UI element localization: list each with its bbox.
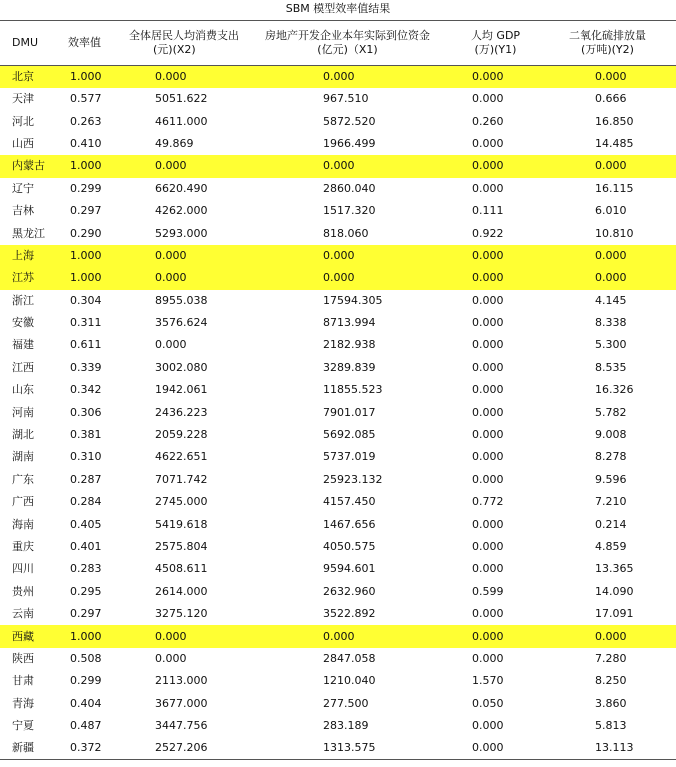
cell-x2: 3002.080 [155, 360, 208, 374]
cell-y2: 0.000 [539, 625, 676, 647]
cell-x2: 2059.228 [155, 428, 208, 442]
cell-y2: 0.000 [539, 155, 676, 177]
cell-efficiency: 0.306 [70, 405, 102, 419]
cell-y2: 4.859 [595, 540, 627, 553]
cell-y1: 1.570 [472, 674, 504, 688]
cell-efficiency: 0.611 [70, 338, 102, 352]
cell-x1: 967.510 [323, 92, 369, 106]
cell-efficiency: 0.410 [70, 136, 102, 150]
cell-y1: 0.000 [472, 360, 504, 374]
cell-x1: 9594.601 [323, 562, 376, 576]
cell-y1: 0.000 [472, 428, 504, 442]
cell-dmu: 安徽 [12, 316, 34, 330]
cell-efficiency: 0.299 [70, 181, 102, 195]
cell-efficiency: 0.404 [70, 696, 102, 710]
cell-x2: 2575.804 [155, 540, 208, 553]
cell-dmu: 山东 [12, 383, 34, 397]
cell-y1: 0.000 [472, 562, 504, 576]
table-row [0, 469, 676, 491]
table-row [0, 558, 676, 580]
cell-y2: 16.326 [595, 383, 634, 397]
cell-efficiency: 1.000 [64, 155, 125, 177]
cell-x1: 0.000 [243, 155, 452, 177]
cell-efficiency: 1.000 [64, 66, 125, 89]
cell-y2: 8.338 [595, 316, 627, 330]
header-x1 [243, 21, 452, 66]
cell-x1: 3522.892 [323, 607, 376, 621]
cell-y1: 0.000 [472, 316, 504, 330]
table-row [0, 133, 676, 155]
cell-x1: 1966.499 [323, 136, 376, 150]
table-row [0, 178, 676, 200]
cell-y1: 0.000 [472, 540, 504, 553]
cell-y1: 0.000 [452, 245, 539, 267]
cell-efficiency: 0.311 [70, 316, 102, 330]
cell-x2: 4508.611 [155, 562, 208, 576]
cell-x1: 17594.305 [323, 293, 383, 307]
cell-x1: 7901.017 [323, 405, 376, 419]
cell-y1: 0.000 [472, 472, 504, 486]
cell-x2: 2527.206 [125, 737, 243, 760]
cell-y1: 0.000 [452, 625, 539, 647]
table-row [0, 513, 676, 535]
cell-x2: 0.000 [155, 651, 187, 665]
cell-x2: 5293.000 [155, 226, 208, 240]
cell-efficiency: 0.297 [70, 204, 102, 218]
cell-x1: 1517.320 [323, 204, 376, 218]
cell-dmu: 北京 [0, 66, 64, 89]
cell-y2: 0.666 [595, 92, 627, 106]
cell-y2: 16.115 [595, 181, 634, 195]
cell-y2: 13.113 [539, 737, 676, 760]
cell-y2: 8.250 [595, 674, 627, 688]
table-row [0, 715, 676, 737]
cell-x1: 277.500 [323, 696, 369, 710]
cell-dmu: 辽宁 [12, 181, 34, 195]
cell-x1: 1313.575 [243, 737, 452, 760]
table-row [0, 200, 676, 222]
cell-dmu: 广西 [12, 495, 34, 509]
cell-x2: 3576.624 [155, 316, 208, 330]
cell-dmu: 湖南 [12, 450, 34, 464]
cell-x2: 3677.000 [155, 696, 208, 710]
table-row [0, 648, 676, 670]
cell-x1: 4050.575 [323, 540, 376, 553]
cell-x2: 5051.622 [155, 92, 208, 106]
cell-dmu: 海南 [12, 517, 34, 531]
header-y2 [539, 21, 676, 66]
cell-y2: 14.090 [595, 584, 634, 598]
cell-dmu: 山西 [12, 136, 34, 150]
header-x1-line1: 房地产开发企业本年实际到位资金 [265, 29, 430, 42]
cell-x2: 4622.651 [155, 450, 208, 464]
cell-y2: 5.300 [595, 338, 627, 352]
cell-y2: 0.000 [539, 245, 676, 267]
cell-x1: 818.060 [323, 226, 369, 240]
cell-y2: 7.210 [595, 495, 627, 509]
table-row [0, 334, 676, 356]
cell-x1: 1467.656 [323, 517, 376, 531]
table-row [0, 625, 676, 647]
cell-y1: 0.000 [472, 181, 504, 195]
table-row [0, 245, 676, 267]
cell-y2: 9.008 [595, 428, 627, 442]
cell-y1: 0.000 [472, 517, 504, 531]
table-row [0, 88, 676, 110]
table-row [0, 379, 676, 401]
cell-x2: 0.000 [125, 245, 243, 267]
cell-x2: 7071.742 [155, 472, 208, 486]
cell-x2: 0.000 [125, 66, 243, 89]
cell-efficiency: 0.310 [70, 450, 102, 464]
cell-x1: 2860.040 [323, 181, 376, 195]
cell-efficiency: 0.577 [70, 92, 102, 106]
cell-y2: 7.280 [595, 651, 627, 665]
cell-y2: 10.810 [595, 226, 634, 240]
cell-efficiency: 0.284 [70, 495, 102, 509]
table-row [0, 603, 676, 625]
header-y2-line2: (万吨)(Y2) [581, 43, 634, 56]
cell-dmu: 湖北 [12, 428, 34, 442]
cell-efficiency: 0.295 [70, 584, 102, 598]
cell-y1: 0.111 [472, 204, 504, 218]
cell-efficiency: 0.339 [70, 360, 102, 374]
cell-x2: 49.869 [155, 136, 194, 150]
cell-y1: 0.050 [472, 696, 504, 710]
cell-y2: 14.485 [595, 136, 634, 150]
header-row [0, 21, 676, 66]
cell-x2: 3275.120 [155, 607, 208, 621]
cell-dmu: 上海 [0, 245, 64, 267]
cell-y1: 0.000 [452, 66, 539, 89]
header-efficiency: 效率值 [64, 21, 125, 66]
cell-x1: 0.000 [243, 267, 452, 289]
cell-x1: 2182.938 [323, 338, 376, 352]
table-row [0, 357, 676, 379]
cell-y1: 0.000 [472, 405, 504, 419]
cell-y2: 9.596 [595, 472, 627, 486]
cell-y2: 6.010 [595, 204, 627, 218]
cell-x1: 5872.520 [323, 114, 376, 128]
cell-x1: 3289.839 [323, 360, 376, 374]
cell-dmu: 贵州 [12, 584, 34, 598]
cell-efficiency: 0.381 [70, 428, 102, 442]
cell-efficiency: 0.263 [70, 114, 102, 128]
cell-dmu: 黑龙江 [12, 226, 45, 240]
header-y1 [452, 21, 539, 66]
cell-y1: 0.000 [472, 293, 504, 307]
cell-y2: 0.214 [595, 517, 627, 531]
header-x1-line2: (亿元)（X1) [317, 43, 378, 56]
cell-y1: 0.000 [452, 155, 539, 177]
cell-x1: 5737.019 [323, 450, 376, 464]
cell-x1: 25923.132 [323, 472, 383, 486]
cell-x2: 5419.618 [155, 517, 208, 531]
table-row [0, 222, 676, 244]
cell-y2: 0.000 [539, 267, 676, 289]
cell-x2: 2614.000 [155, 584, 208, 598]
header-y1-line2: (万)(Y1) [474, 43, 517, 56]
cell-dmu: 吉林 [12, 204, 34, 218]
cell-y2: 5.813 [595, 719, 627, 733]
table-header [0, 21, 676, 66]
cell-efficiency: 0.508 [70, 651, 102, 665]
cell-dmu: 河南 [12, 405, 34, 419]
cell-dmu: 福建 [12, 338, 34, 352]
cell-y2: 16.850 [595, 114, 634, 128]
cell-dmu: 江苏 [0, 267, 64, 289]
cell-x2: 0.000 [125, 267, 243, 289]
table-row [0, 491, 676, 513]
cell-x2: 3447.756 [155, 719, 208, 733]
cell-y2: 8.278 [595, 450, 627, 464]
cell-efficiency: 0.401 [70, 540, 102, 553]
cell-y1: 0.000 [472, 92, 504, 106]
cell-x2: 2745.000 [155, 495, 208, 509]
cell-x1: 1210.040 [323, 674, 376, 688]
cell-y1: 0.000 [452, 737, 539, 760]
cell-efficiency: 0.299 [70, 674, 102, 688]
cell-x1: 0.000 [243, 245, 452, 267]
table-title: SBM 模型效率值结果 [285, 2, 391, 15]
header-x2 [125, 21, 243, 66]
cell-dmu: 青海 [12, 696, 34, 710]
cell-dmu: 天津 [12, 92, 34, 106]
cell-x2: 0.000 [125, 625, 243, 647]
cell-x1: 8713.994 [323, 316, 376, 330]
cell-x1: 4157.450 [323, 495, 376, 509]
table-row [0, 446, 676, 468]
table-row [0, 110, 676, 132]
cell-y1: 0.000 [472, 719, 504, 733]
cell-dmu: 新疆 [0, 737, 64, 760]
cell-efficiency: 0.487 [70, 719, 102, 733]
cell-dmu: 内蒙古 [0, 155, 64, 177]
table-row [0, 693, 676, 715]
cell-efficiency: 0.290 [70, 226, 102, 240]
cell-efficiency: 1.000 [64, 245, 125, 267]
cell-x2: 4611.000 [155, 114, 208, 128]
cell-x2: 2436.223 [155, 405, 208, 419]
table-row [0, 290, 676, 312]
table-row [0, 312, 676, 334]
cell-y2: 0.000 [539, 66, 676, 89]
cell-dmu: 广东 [12, 472, 34, 486]
cell-y1: 0.260 [472, 114, 504, 128]
cell-y1: 0.772 [472, 495, 504, 509]
header-dmu: DMU [0, 21, 64, 66]
cell-y2: 5.782 [595, 405, 627, 419]
table-row [0, 66, 676, 89]
cell-efficiency: 0.405 [70, 517, 102, 531]
table-row [0, 155, 676, 177]
cell-x2: 2113.000 [155, 674, 208, 688]
cell-x2: 8955.038 [155, 293, 208, 307]
cell-dmu: 甘肃 [12, 674, 34, 688]
table-row [0, 267, 676, 289]
cell-dmu: 西藏 [0, 625, 64, 647]
cell-x1: 0.000 [243, 625, 452, 647]
cell-y1: 0.000 [472, 338, 504, 352]
cell-dmu: 陕西 [12, 651, 34, 665]
cell-efficiency: 1.000 [64, 267, 125, 289]
header-y2-line1: 二氧化硫排放量 [569, 29, 646, 42]
cell-y1: 0.000 [452, 267, 539, 289]
cell-x1: 2632.960 [323, 584, 376, 598]
cell-x1: 11855.523 [323, 383, 383, 397]
cell-x2: 0.000 [155, 338, 187, 352]
cell-y1: 0.000 [472, 136, 504, 150]
cell-efficiency: 0.342 [70, 383, 102, 397]
cell-dmu: 江西 [12, 360, 34, 374]
cell-y1: 0.000 [472, 607, 504, 621]
cell-efficiency: 0.304 [70, 293, 102, 307]
table-row [0, 737, 676, 760]
cell-y2: 17.091 [595, 607, 634, 621]
cell-x1: 283.189 [323, 719, 369, 733]
cell-efficiency: 0.283 [70, 562, 102, 576]
cell-efficiency: 0.287 [70, 472, 102, 486]
cell-dmu: 重庆 [12, 540, 34, 553]
cell-y1: 0.922 [472, 226, 504, 240]
table-body [0, 66, 676, 760]
cell-efficiency: 0.297 [70, 607, 102, 621]
cell-x1: 0.000 [243, 66, 452, 89]
table-row [0, 670, 676, 692]
header-y1-line1: 人均 GDP [470, 29, 521, 42]
cell-x2: 0.000 [125, 155, 243, 177]
cell-x2: 1942.061 [155, 383, 208, 397]
cell-y2: 13.365 [595, 562, 634, 576]
cell-x1: 5692.085 [323, 428, 376, 442]
cell-x1: 2847.058 [323, 651, 376, 665]
cell-y2: 4.145 [595, 293, 627, 307]
table-row [0, 581, 676, 603]
cell-dmu: 宁夏 [12, 719, 34, 733]
table-row [0, 536, 676, 558]
cell-y1: 0.000 [472, 383, 504, 397]
header-x2-line2: (元)(X2) [153, 43, 196, 56]
efficiency-table [0, 20, 676, 760]
cell-y1: 0.000 [472, 450, 504, 464]
cell-x2: 4262.000 [155, 204, 208, 218]
cell-efficiency: 1.000 [64, 625, 125, 647]
cell-y1: 0.000 [472, 651, 504, 665]
table-row [0, 424, 676, 446]
cell-dmu: 河北 [12, 114, 34, 128]
cell-efficiency: 0.372 [64, 737, 125, 760]
cell-y2: 3.860 [595, 696, 627, 710]
cell-dmu: 四川 [12, 562, 34, 576]
cell-dmu: 浙江 [12, 293, 34, 307]
cell-x2: 6620.490 [155, 181, 208, 195]
cell-y2: 8.535 [595, 360, 627, 374]
cell-y1: 0.599 [472, 584, 504, 598]
cell-dmu: 云南 [12, 607, 34, 621]
table-row [0, 401, 676, 423]
header-x2-line1: 全体居民人均消费支出 [129, 29, 239, 42]
